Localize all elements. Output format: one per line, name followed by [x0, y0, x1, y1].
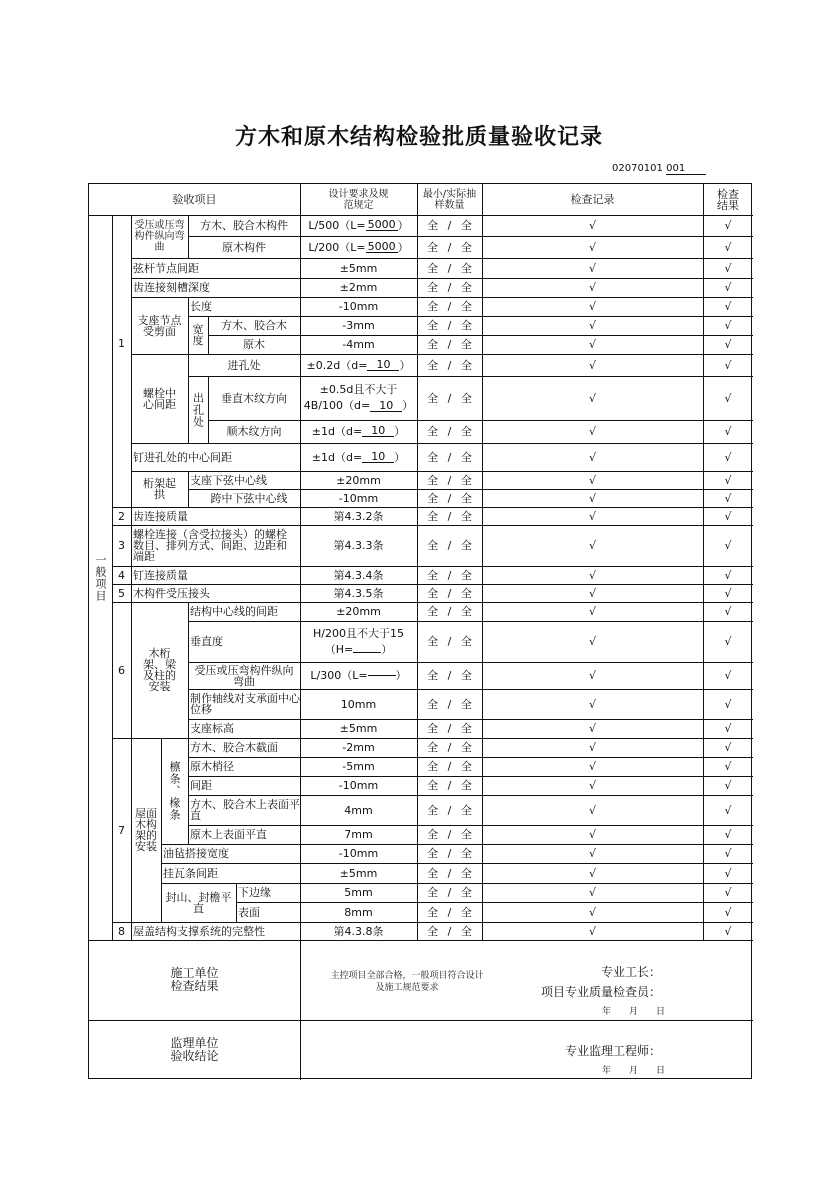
- spec-i4: 第4.3.4条: [333, 568, 384, 582]
- result-cell: √: [724, 779, 732, 792]
- grid-line: [131, 507, 300, 508]
- sample-cell: 全 / 全: [427, 281, 472, 294]
- record-cell: √: [588, 605, 596, 618]
- header-item: 验收项目: [172, 193, 217, 206]
- inspector-label: 项目专业质量检查员：: [541, 985, 662, 999]
- result-cell: √: [724, 219, 732, 232]
- sample-cell: 全 / 全: [427, 905, 472, 919]
- result-cell: √: [724, 586, 732, 600]
- label-i7-group: 屋面木构架的安装: [135, 807, 157, 853]
- spec-i2: 第4.3.2条: [333, 509, 384, 523]
- header-design: 设计要求及规范规定: [328, 188, 389, 211]
- page-title: 方木和原木结构检验批质量验收记录: [234, 124, 603, 150]
- label-i7h: 下边缘: [238, 886, 271, 899]
- spec-r5b: ±0.5d且不大于 4B/100（d= 10 ）: [303, 383, 414, 412]
- label-i6b: 垂直度: [190, 635, 223, 648]
- result-cell: √: [724, 473, 732, 487]
- label-i8: 屋盖结构支撑系统的完整性: [133, 924, 265, 938]
- label-r5-out: 出孔处: [191, 391, 205, 428]
- result-cell: √: [724, 261, 732, 275]
- label-i7-sub: 檩条、椽条: [168, 761, 181, 821]
- record-cell: √: [588, 635, 596, 648]
- result-cell: √: [724, 425, 732, 438]
- sample-cell: 全 / 全: [427, 219, 472, 232]
- record-cell: √: [588, 886, 596, 899]
- sample-cell: 全 / 全: [427, 635, 472, 648]
- record-cell: √: [588, 338, 596, 351]
- construction-date: 年 月 日: [602, 1007, 666, 1017]
- label-r7b: 跨中下弦中心线: [210, 491, 288, 505]
- grid-line: [188, 719, 300, 720]
- record-cell: √: [588, 779, 596, 792]
- record-cell: √: [588, 391, 596, 405]
- spec-i3: 第4.3.3条: [333, 539, 384, 552]
- grid-line: [188, 795, 300, 796]
- result-cell: √: [724, 300, 732, 313]
- sample-cell: 全 / 全: [427, 261, 472, 275]
- record-cell: √: [588, 741, 596, 754]
- spec-r1b: L/200（L= 5000 ）: [308, 239, 409, 254]
- sample-cell: 全 / 全: [427, 300, 472, 313]
- supervision-date: 年 月 日: [602, 1066, 666, 1076]
- label-i4: 钉连接质量: [133, 568, 188, 582]
- label-r6: 钉进孔处的中心间距: [133, 450, 232, 464]
- record-cell: √: [588, 924, 596, 938]
- spec-i7c: -10mm: [338, 779, 379, 792]
- construction-comment: 主控项目全部合格，一般项目符合设计 及施工规范要求: [330, 971, 484, 993]
- grid-line: [131, 584, 300, 585]
- spec-i7e: 7mm: [344, 828, 373, 841]
- spec-r5a: ±0.2d（d= 10 ）: [306, 357, 411, 372]
- sample-cell: 全 / 全: [427, 866, 472, 880]
- record-cell: √: [588, 722, 596, 735]
- sample-cell: 全 / 全: [427, 741, 472, 754]
- result-cell: √: [724, 760, 732, 773]
- item-number: 2: [118, 509, 125, 523]
- spec-i7i: 8mm: [344, 905, 373, 919]
- item-number: 3: [118, 539, 125, 552]
- sample-cell: 全 / 全: [427, 722, 472, 735]
- form-code-suffix: 001: [666, 163, 706, 175]
- grid-line: [112, 922, 131, 923]
- sample-cell: 全 / 全: [427, 586, 472, 600]
- spec-r6: ±1d（d= 10 ）: [311, 449, 406, 464]
- result-cell: √: [724, 539, 732, 552]
- label-r5-group: 螺栓中心间距: [143, 386, 176, 411]
- record-cell: √: [588, 539, 596, 552]
- label-i7-seal: 封山、封檐平直: [165, 890, 232, 915]
- item-number: 8: [118, 924, 125, 938]
- result-cell: √: [724, 491, 732, 505]
- spec-i6b: H/200且不大于15 （H= ）: [313, 627, 404, 656]
- result-cell: √: [724, 568, 732, 582]
- result-cell: √: [724, 924, 732, 938]
- label-r2: 弦杆节点间距: [133, 261, 199, 275]
- item-number: 6: [118, 663, 125, 677]
- sample-cell: 全 / 全: [427, 491, 472, 505]
- result-cell: √: [724, 847, 732, 860]
- record-cell: √: [588, 568, 596, 582]
- general-items-label: 一般项目: [94, 553, 107, 602]
- label-i6e: 支座标高: [190, 722, 234, 735]
- spec-r5c: ±1d（d= 10 ）: [311, 424, 406, 438]
- label-i2: 齿连接质量: [133, 509, 188, 523]
- result-cell: √: [724, 886, 732, 899]
- spec-i5: 第4.3.5条: [333, 586, 384, 600]
- label-i3: 螺栓连接（含受拉接头）的螺栓数目、排列方式、间距、边距和端距: [133, 528, 287, 563]
- grid-line: [112, 602, 131, 603]
- spec-i7f: -10mm: [338, 847, 379, 860]
- spec-r3: ±2mm: [339, 281, 378, 294]
- spec-i6a: ±20mm: [336, 605, 381, 618]
- header-result: 检查结果: [717, 187, 739, 212]
- label-r4c: 原木: [243, 338, 265, 351]
- spec-r1a: L/500（L= 5000 ）: [308, 218, 409, 232]
- label-i6-group: 木桁架、梁及柱的安装: [143, 647, 176, 693]
- grid-line: [188, 689, 300, 690]
- label-i6d: 制作轴线对支承面中心位移: [190, 692, 300, 716]
- sample-cell: 全 / 全: [427, 425, 472, 438]
- label-i7c: 间距: [190, 779, 212, 792]
- grid-line: [188, 662, 300, 663]
- item-number: 1: [118, 337, 125, 350]
- spec-r2: ±5mm: [339, 261, 378, 275]
- result-cell: √: [724, 319, 732, 332]
- result-cell: √: [724, 905, 732, 919]
- label-r5c: 顺木纹方向: [226, 425, 282, 438]
- grid-line: [161, 883, 300, 884]
- sample-cell: 全 / 全: [427, 240, 472, 254]
- label-r1-group: 受压或压弯构件纵向弯曲: [134, 220, 185, 253]
- label-i5: 木构件受压接头: [133, 586, 210, 600]
- record-cell: √: [588, 300, 596, 313]
- label-r4a: 长度: [190, 300, 212, 313]
- result-cell: √: [724, 722, 732, 735]
- result-cell: √: [724, 605, 732, 618]
- sample-cell: 全 / 全: [427, 450, 472, 464]
- label-i7d: 方木、胶合木上表面平直: [190, 798, 300, 822]
- record-cell: √: [588, 261, 596, 275]
- result-cell: √: [724, 240, 732, 254]
- grid-line: [188, 621, 300, 622]
- label-r5b: 垂直木纹方向: [221, 391, 287, 405]
- label-r5a: 进孔处: [227, 358, 261, 372]
- sample-cell: 全 / 全: [427, 924, 472, 938]
- foreman-label: 专业工长：: [601, 965, 662, 979]
- grid-line: [161, 844, 300, 845]
- sample-cell: 全 / 全: [427, 886, 472, 899]
- result-cell: √: [724, 828, 732, 841]
- item-number: 4: [118, 568, 125, 582]
- form-code: 02070101 001: [612, 163, 706, 175]
- result-cell: √: [724, 803, 732, 817]
- grid-line: [131, 278, 300, 279]
- grid-line: [131, 525, 300, 526]
- record-cell: √: [588, 358, 596, 372]
- result-cell: √: [724, 391, 732, 405]
- result-cell: √: [724, 697, 732, 711]
- sample-cell: 全 / 全: [427, 847, 472, 860]
- record-cell: √: [588, 803, 596, 817]
- sample-cell: 全 / 全: [427, 669, 472, 682]
- sample-cell: 全 / 全: [427, 338, 472, 351]
- record-cell: √: [588, 450, 596, 464]
- label-r1b: 原木构件: [222, 240, 266, 254]
- spec-i7a: -2mm: [342, 741, 375, 754]
- grid-line: [112, 525, 131, 526]
- label-r1a: 方木、胶合木构件: [200, 219, 288, 232]
- spec-i8: 第4.3.8条: [333, 924, 384, 938]
- label-i6a: 结构中心线的间距: [190, 605, 278, 618]
- sample-cell: 全 / 全: [427, 605, 472, 618]
- header-sample: 最小/实际抽样数量: [422, 188, 477, 211]
- sample-cell: 全 / 全: [427, 539, 472, 552]
- label-r4-group: 支座节点受剪面: [137, 313, 182, 338]
- spec-i7b: -5mm: [342, 760, 375, 773]
- sample-cell: 全 / 全: [427, 509, 472, 523]
- result-cell: √: [724, 635, 732, 648]
- result-cell: √: [724, 450, 732, 464]
- grid-line: [131, 566, 300, 567]
- spec-r4a: -10mm: [338, 300, 379, 313]
- grid-line: [112, 507, 131, 508]
- label-i7b: 原木梢径: [190, 760, 234, 773]
- grid-line: [131, 354, 300, 355]
- engineer-label: 专业监理工程师：: [565, 1044, 662, 1058]
- sample-cell: 全 / 全: [427, 760, 472, 773]
- record-cell: √: [588, 847, 596, 860]
- label-r4b: 方木、胶合木: [221, 319, 287, 332]
- label-i7a: 方木、胶合木截面: [190, 741, 278, 754]
- record-cell: √: [588, 669, 596, 682]
- record-cell: √: [588, 425, 596, 438]
- label-i7e: 原木上表面平直: [190, 828, 267, 841]
- label-r7a: 支座下弦中心线: [190, 473, 267, 487]
- grid-line: [131, 738, 300, 739]
- spec-r7b: -10mm: [338, 491, 379, 505]
- grid-line: [131, 297, 300, 298]
- record-cell: √: [588, 319, 596, 332]
- sample-cell: 全 / 全: [427, 828, 472, 841]
- grid-line: [188, 776, 300, 777]
- grid-line: [131, 602, 300, 603]
- grid-line: [131, 443, 300, 444]
- record-cell: √: [588, 509, 596, 523]
- record-cell: √: [588, 828, 596, 841]
- result-cell: √: [724, 338, 732, 351]
- spec-r4b: -3mm: [342, 319, 375, 332]
- sample-cell: 全 / 全: [427, 803, 472, 817]
- inspection-table: [88, 183, 752, 1079]
- record-cell: √: [588, 586, 596, 600]
- label-i7g: 挂瓦条间距: [163, 866, 218, 880]
- sample-cell: 全 / 全: [427, 319, 472, 332]
- grid-line: [188, 757, 300, 758]
- record-cell: √: [588, 473, 596, 487]
- result-cell: √: [724, 669, 732, 682]
- sample-cell: 全 / 全: [427, 568, 472, 582]
- construction-label: 施工单位检查结果: [170, 966, 219, 993]
- record-cell: √: [588, 281, 596, 294]
- spec-i7h: 5mm: [344, 886, 373, 899]
- grid-line: [131, 471, 300, 472]
- label-i7f: 油毡搭接宽度: [163, 847, 229, 860]
- grid-line: [112, 566, 131, 567]
- label-r3: 齿连接刻槽深度: [133, 281, 210, 294]
- record-cell: √: [588, 866, 596, 880]
- spec-i6c: L/300（L= ）: [310, 669, 407, 682]
- spec-i6e: ±5mm: [339, 722, 378, 735]
- record-cell: √: [588, 905, 596, 919]
- record-cell: √: [588, 219, 596, 232]
- result-cell: √: [724, 509, 732, 523]
- sample-cell: 全 / 全: [427, 697, 472, 711]
- grid-line: [300, 940, 301, 1080]
- record-cell: √: [588, 760, 596, 773]
- grid-line: [112, 584, 131, 585]
- grid-line: [161, 863, 300, 864]
- spec-r4c: -4mm: [342, 338, 375, 351]
- sample-cell: 全 / 全: [427, 779, 472, 792]
- grid-line: [112, 738, 131, 739]
- grid-line: [131, 922, 300, 923]
- spec-r7a: ±20mm: [336, 473, 381, 487]
- supervision-label: 监理单位验收结论: [170, 1036, 219, 1063]
- sample-cell: 全 / 全: [427, 391, 472, 405]
- grid-line: [131, 258, 300, 259]
- sample-cell: 全 / 全: [427, 358, 472, 372]
- result-cell: √: [724, 866, 732, 880]
- label-i7i: 表面: [238, 905, 260, 919]
- item-number: 7: [118, 823, 125, 837]
- label-i6c: 受压或压弯构件纵向弯曲: [194, 663, 294, 688]
- record-cell: √: [588, 491, 596, 505]
- label-r4-width: 宽度: [192, 323, 204, 347]
- record-cell: √: [588, 697, 596, 711]
- spec-i6d: 10mm: [340, 697, 377, 711]
- spec-i7g: ±5mm: [339, 866, 378, 880]
- header-record: 检查记录: [570, 193, 615, 206]
- spec-i7d: 4mm: [344, 803, 373, 817]
- result-cell: √: [724, 281, 732, 294]
- label-r7-group: 桁架起拱: [143, 477, 176, 501]
- item-number: 5: [118, 586, 125, 600]
- sample-cell: 全 / 全: [427, 473, 472, 487]
- result-cell: √: [724, 358, 732, 372]
- result-cell: √: [724, 741, 732, 754]
- grid-line: [188, 825, 300, 826]
- record-cell: √: [588, 240, 596, 254]
